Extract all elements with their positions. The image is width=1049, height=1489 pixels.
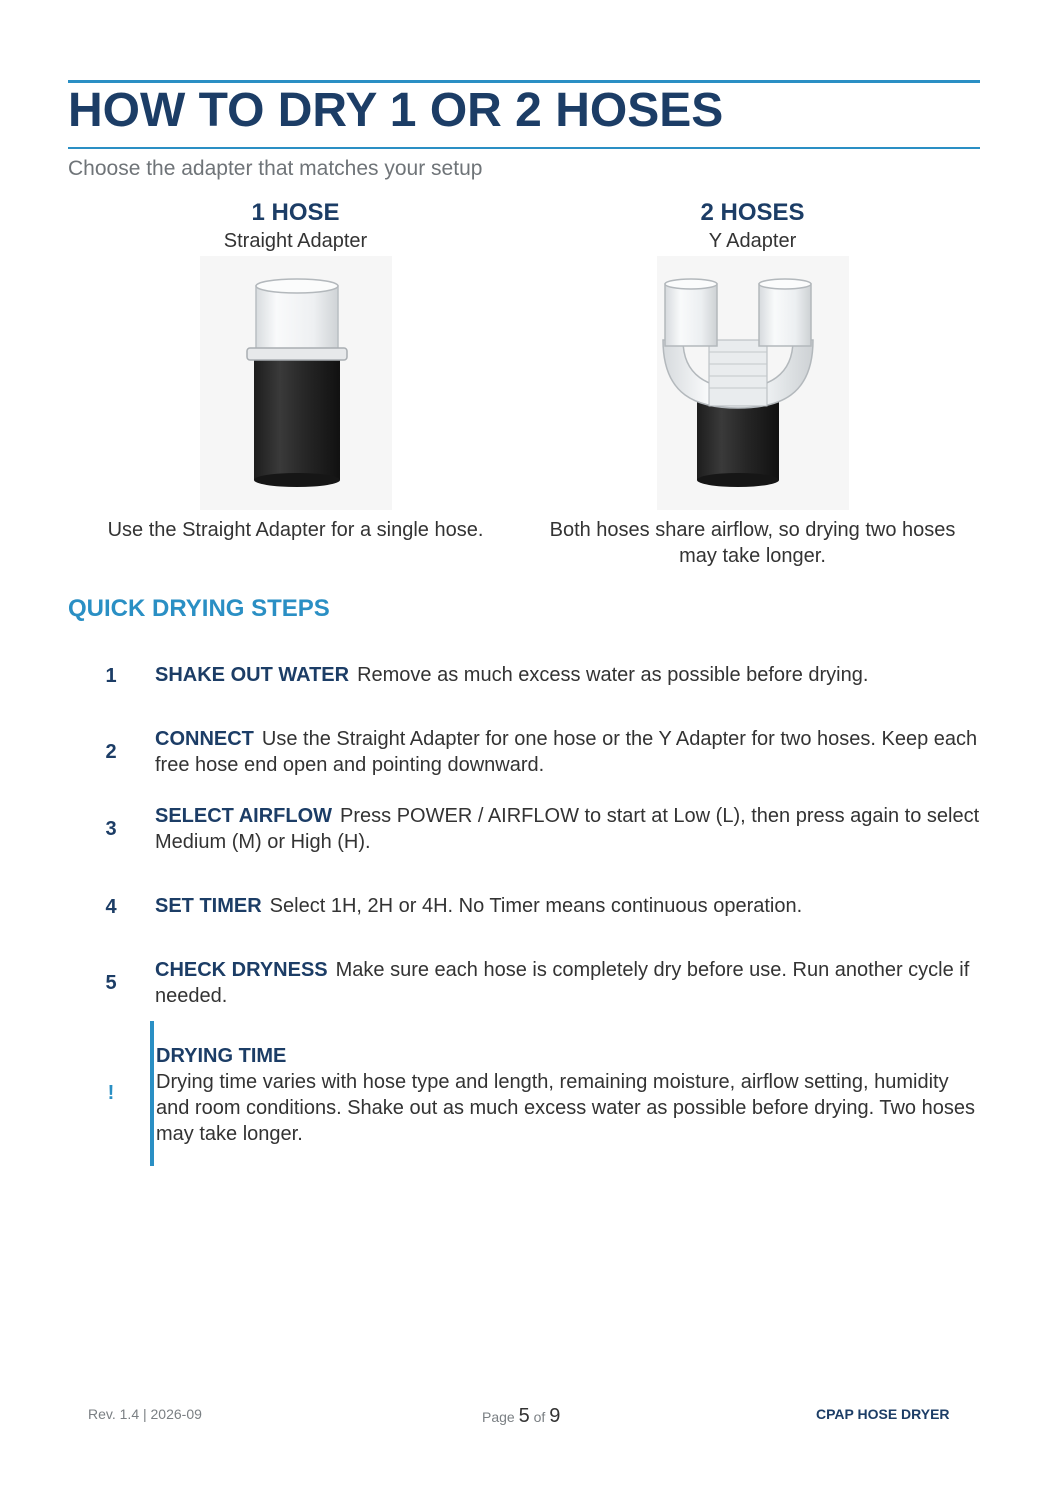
step-body: Remove as much excess water as possible before drying.: [357, 664, 869, 686]
step-text: [155, 803, 980, 855]
step-number: 3: [105, 818, 117, 840]
step-text: [155, 662, 980, 688]
page-current: 5: [518, 1405, 530, 1427]
adapter-card-straight: [68, 199, 523, 543]
step-body: Select 1H, 2H or 4H. No Timer means continuous operation.: [269, 895, 803, 917]
step-text: [155, 893, 980, 919]
page-of: of: [533, 1409, 546, 1425]
straight-adapter-illustration: [200, 256, 392, 510]
step-heading: SELECT AIRFLOW: [155, 805, 333, 827]
warning-mark-icon: !: [107, 1082, 115, 1104]
page-prefix: Page: [482, 1409, 515, 1425]
adapter-subtitle: Straight Adapter: [223, 230, 368, 252]
section-title: QUICK DRYING STEPS: [68, 595, 330, 622]
step-number: 4: [105, 896, 117, 918]
adapter-title: 1 HOSE: [251, 199, 340, 226]
drying-time-note: [156, 1043, 976, 1147]
note-body: Drying time varies with hose type and length, remaining moisture, airflow setting, humidity and room conditions. Shake out as much excess water as possible before drying. Two hoses may take longer.: [156, 1071, 975, 1145]
step-number: 5: [105, 972, 117, 994]
step-text: [155, 957, 980, 1009]
page-total: 9: [549, 1405, 561, 1427]
title-top-rule: [68, 80, 980, 83]
adapter-caption: Both hoses share airflow, so drying two hoses may take longer.: [549, 519, 956, 567]
page-title: HOW TO DRY 1 OR 2 HOSES: [68, 84, 724, 137]
y-adapter-illustration: [657, 256, 849, 510]
adapter-card-y: [525, 199, 980, 569]
step-body: Press POWER / AIRFLOW to start at Low (L), then press again to select Medium (M) or High (H).: [155, 805, 980, 853]
footer-revision: Rev. 1.4 | 2026-09: [88, 1406, 202, 1422]
footer-product-name: CPAP HOSE DRYER: [816, 1406, 950, 1422]
title-bottom-rule: [68, 147, 980, 149]
adapter-caption: Use the Straight Adapter for a single hose.: [107, 519, 484, 541]
straight-adapter-image: [200, 256, 392, 510]
step-heading: CONNECT: [155, 728, 254, 750]
step-heading: SET TIMER: [155, 895, 262, 917]
step-body: Make sure each hose is completely dry before use. Run another cycle if needed.: [155, 959, 970, 1007]
note-accent-bar: [150, 1021, 154, 1166]
note-title: DRYING TIME: [156, 1045, 287, 1067]
footer-page-number: [482, 1405, 560, 1428]
step-heading: CHECK DRYNESS: [155, 959, 328, 981]
step-heading: SHAKE OUT WATER: [155, 664, 350, 686]
step-body: Use the Straight Adapter for one hose or the Y Adapter for two hoses. Keep each free hose end open and pointing downward.: [155, 728, 978, 776]
adapter-subtitle: Y Adapter: [708, 230, 797, 252]
page-subtitle: Choose the adapter that matches your setup: [68, 157, 483, 180]
step-number: 2: [105, 741, 117, 763]
step-text: [155, 726, 980, 778]
y-adapter-image: [657, 256, 849, 510]
adapter-title: 2 HOSES: [700, 199, 805, 226]
step-number: 1: [105, 665, 117, 687]
